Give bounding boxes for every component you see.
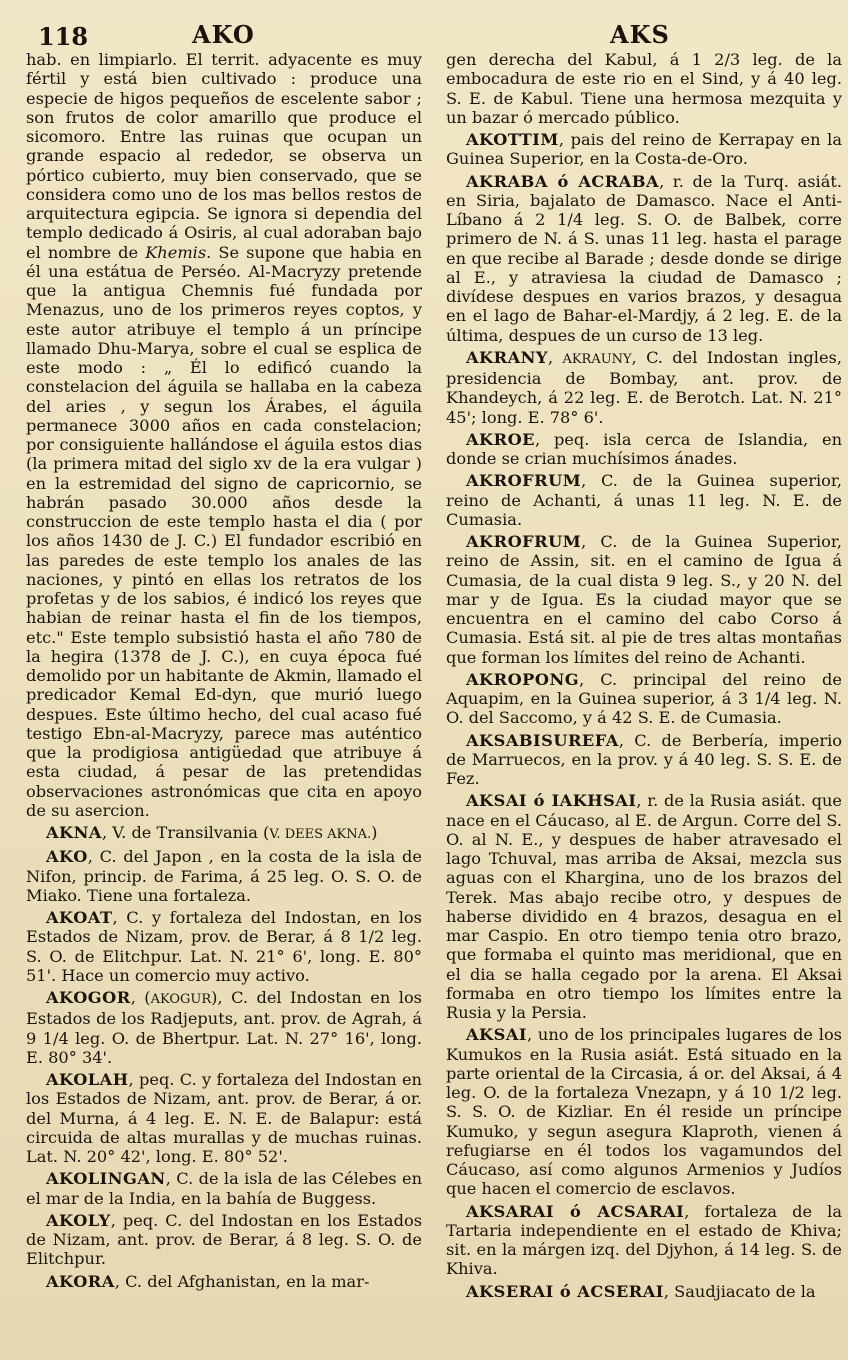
continuation-part-end: . Se supone que habia en él una estátua de Perséo. Al-Macryzy pretende que la antigua Chemnis fué fundada por Menazus, uno de los primeros reyes coptos, y este autor atribuye el templo á un príncipe llamado Dhu-Marya, sobre el cual se esplica de este modo : „ Él lo edificó cuando la constelacion del águila se hallaba en la cabeza del aries , y segun los Árabes, el águila permanece 3000 años en cada constelacion; por consiguiente hallándose el águila estos dias (la primera mitad del siglo xv de la era vulgar ) en la estremidad del signo de capricornio, se habrán pasado 30.000 años desde la construccion de este templo hasta el dia ( por los años 1430 de J. C.) El fundador escribió en las paredes de este templo los anales de las naciones, y pintó en ellas los retratos de los profetas y de los sabios, é indicó los reyes que habian de reinar hasta el fin de los tiempos, etc." Este templo subsistió hasta el año 780 de la hegira (1378 de J. C.), en cuya época fué demolido por un habitante de Akmin, llamado el predicador Kemal Ed-dyn, que murió luego despues. Este último hecho, del cual acaso fué testigo Ebn-al-Macryzy, parece mas auténtico que la prodigiosa antigüedad que atribuye á esta ciudad, á pesar de las pretendidas observaciones astronómicas que cita en apoyo de su asercion. — [26, 242, 422, 820]
dictionary-entry — [26, 1070, 422, 1166]
entry-punct: , ( — [130, 988, 151, 1007]
running-head-left: AKO — [192, 20, 255, 49]
dictionary-entry — [446, 791, 842, 1022]
entry-text: , C. de la isla de las Célebes en el mar de la India, en la bahía de Buggess. — [26, 1169, 422, 1208]
dictionary-entry — [26, 823, 422, 844]
entry-punct: , V. de Transilvania ( — [102, 823, 270, 842]
entry-text: , C. del Japon , en la costa de la isla de Nifon, princip. de Farima, á 25 leg. O. S. O. de Miako. Tiene una fortaleza. — [26, 847, 422, 905]
headword: AKSAI — [466, 1025, 527, 1045]
continuation-text — [26, 50, 422, 820]
dictionary-entry — [446, 471, 842, 529]
headword: AKROPONG — [466, 669, 580, 689]
left-entries — [26, 823, 422, 1291]
dictionary-entry — [446, 532, 842, 667]
dictionary-entry — [446, 172, 842, 345]
entry-text: , C. de la Guinea superior, reino de Achanti, á unas 11 leg. N. E. de Cumasia. — [446, 471, 842, 529]
dictionary-entry — [446, 1282, 842, 1301]
headword: AKSARAI ó ACSARAI — [466, 1201, 685, 1221]
headword: AKSABISUREFA — [466, 730, 619, 750]
entry-text: , Saudjiacato de la — [663, 1281, 816, 1301]
dictionary-entry — [446, 130, 842, 169]
entry-text: , C. principal del reino de Aquapim, en la Guinea superior, á 3 1/4 leg. N. O. del Saccomo, y á 42 S. E. de Cumasia. — [446, 669, 842, 728]
headword: AKRANY — [466, 347, 548, 367]
headword: AKROFRUM — [466, 532, 582, 551]
right-entries — [446, 130, 842, 1301]
entry-text: , C. de la Guinea Superior, reino de Assin, sit. en el camino de Igua á Cumasia, de la cual dista 9 leg. S., y 20 N. del mar y de Igua. Es la ciudad mayor que se encuentra en el camino del cabo Corso á Cumasia. Está sit. al pie de tres altas montañas que forman los límites del reino de Achanti. — [446, 532, 842, 667]
running-head-right: AKS — [610, 20, 670, 49]
dictionary-entry — [446, 731, 842, 789]
headword: AKOTTIM — [466, 130, 559, 149]
entry-text: , peq. C. y fortaleza del Indostan en los Estados de Nizam, ant. prov. de Berar, á or. del Murna, á 4 leg. E. N. E. de Balapur: está circuida de altas murallas y de muchas ruinas. Lat. N. 20° 42', long. E. 80° 52'. — [26, 1070, 422, 1166]
entry-text: , peq. isla cerca de Islandia, en donde se crian muchísimos ánades. — [446, 429, 842, 468]
headword: AKOLY — [46, 1210, 111, 1230]
continuation-text: gen derecha del Kabul, á 1 2/3 leg. de la embocadura de este rio en el Sind, y á 40 leg. S. E. de Kabul. Tiene una hermosa mezquita y un bazar ó mercado público. — [446, 50, 842, 127]
entry-text: , C. de Berbería, imperio de Marruecos, en la prov. y á 40 leg. S. S. E. de Fez. — [446, 730, 842, 788]
dictionary-entry — [26, 988, 422, 1067]
dictionary-entry — [446, 348, 842, 427]
headword: AKROE — [466, 429, 536, 449]
headword: AKOLAH — [46, 1070, 129, 1089]
dictionary-entry — [26, 1211, 422, 1269]
dictionary-entry — [446, 1202, 842, 1279]
dictionary-entry — [26, 847, 422, 905]
headword: AKRABA ó ACRABA — [466, 171, 660, 191]
headword: AKOLINGAN — [46, 1169, 166, 1189]
dictionary-entry — [446, 1025, 842, 1198]
dictionary-entry — [446, 430, 842, 469]
variant-name: AKRAUNY — [562, 351, 632, 367]
entry-text: , r. de la Turq. asiát. en Siria, bajalato de Damasco. Nace el Anti-Líbano á 2 1/4 leg. S. O. de Balbek, corre primero de N. á S. unas 11 leg. hasta el parage en que recibe al Barade ; desde donde se dirige al E., y atraviesa la ciudad de Damasco ; divídese despues en varios brazos, y desagua en el lago de Bahar-el-Mardjy, á 2 leg. E. de la última, despues de un curso de 13 leg. — [446, 171, 842, 345]
entry-punct: , — [548, 347, 563, 367]
headword: AKORA — [46, 1271, 115, 1291]
dictionary-entry — [446, 670, 842, 728]
italic-term: Khemis — [145, 242, 207, 262]
entry-text: ) — [371, 823, 378, 842]
dictionary-entry — [26, 908, 422, 985]
dictionary-entry — [26, 1272, 422, 1291]
entry-text: , C. del Afghanistan, en la mar- — [114, 1271, 370, 1291]
entry-text: , fortaleza de la Tartaria independiente en el estado de Khiva; sit. en la márgen izq. del Djyhon, á 14 leg. S. de Khiva. — [446, 1201, 842, 1279]
headword: AKSAI ó IAKHSAI — [466, 791, 637, 811]
right-column — [446, 50, 842, 1301]
entry-text: , uno de los principales lugares de los Kumukos en la Rusia asiát. Está situado en la parte oriental de la Circasia, á or. del Aksai, á 4 leg. O. de la fortaleza Vnezapn, y á 10 1/2 leg. S. S. O. de Kizliar. En él reside un príncipe Kumuko, y segun asegura Klaproth, vienen á refugiarse en él todos los vagamundos del Cáucaso, así como algunos Armenios y Judíos que hacen el comercio de esclavos. — [446, 1025, 842, 1199]
continuation-part: hab. en limpiarlo. El territ. adyacente es muy fértil y está bien cultivado : produce una especie de higos pequeños de escelente sabor ; son frutos de color amarillo que produce el sicomoro. Entre las ruinas que ocupan un grande espacio al rededor, se observa un pórtico cubierto, muy bien conservado, que se considera como uno de los mas bellos restos de arquitectura egipcia. Se ignora si dependia del templo dedicado á Osiris, al cual adoraban bajo el nombre de — [26, 50, 422, 262]
entry-text: , pais del reino de Kerrapay en la Guinea Superior, en la Costa-de-Oro. — [446, 130, 842, 169]
headword: AKSERAI ó ACSERAI — [466, 1281, 664, 1301]
entry-text: , C. del Indostan ingles, presidencia de Bombay, ant. prov. de Khandeych, á 22 leg. E. de Berotch. Lat. N. 21° 45'; long. E. 78° 6'. — [446, 347, 842, 427]
page-number: 118 — [38, 22, 89, 51]
entry-text: ), C. del Indostan en los Estados de los Radjeputs, ant. prov. de Agrah, á 9 1/4 leg. O. de Bhertpur. Lat. N. 27° 16', long. E. 80° 34'. — [26, 988, 422, 1067]
variant-name: V. DEES AKNA. — [269, 827, 372, 842]
left-column — [26, 50, 422, 1291]
headword: AKOGOR — [46, 988, 131, 1007]
dictionary-entry — [26, 1169, 422, 1208]
variant-name: AKOGUR — [150, 992, 212, 1007]
headword: AKROFRUM — [466, 471, 582, 491]
entry-text: , C. y fortaleza del Indostan, en los Estados de Nizam, prov. de Berar, á 8 1/2 leg. S. O. de Elitchpur. Lat. N. 21° 6', long. E. 80° 51'. Hace un comercio muy activo. — [26, 908, 422, 985]
headword: AKO — [46, 847, 88, 867]
headword: AKNA — [46, 823, 102, 842]
entry-text: , r. de la Rusia asiát. que nace en el Cáucaso, al E. de Argun. Corre del S. O. al N. E., y despues de haber atravesado el lago Tchuval, mas arriba de Aksai, mezcla sus aguas con el Khargina, uno de los brazos del Terek. Mas abajo recibe otro, y despues de haberse dividido en 4 brazos, desagua en el mar Caspio. En otro tiempo tenia otro brazo, que formaba el quinto mas meridional, que en el dia se halla cegado por la arena. El Aksai formaba en otro tiempo los límites entre la Rusia y la Persia. — [446, 791, 842, 1022]
entry-text: , peq. C. del Indostan en los Estados de Nizam, ant. prov. de Berar, á 8 leg. S. O. de Elitchpur. — [26, 1210, 422, 1269]
headword: AKOAT — [46, 908, 113, 927]
